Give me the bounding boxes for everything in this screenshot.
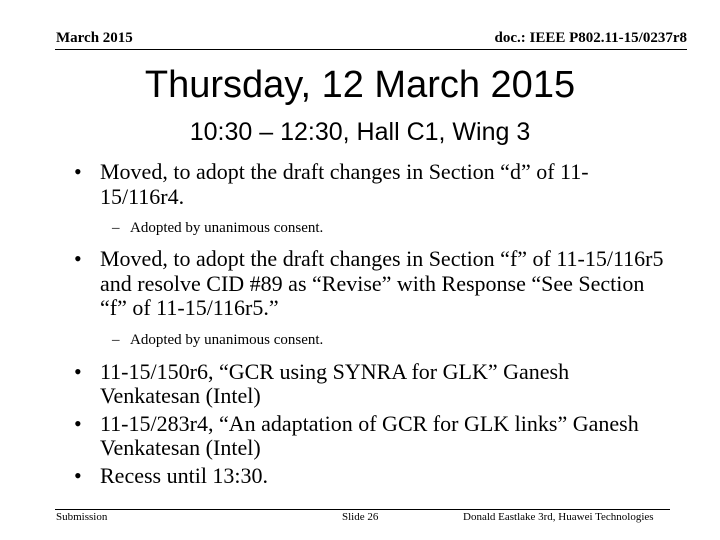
bullet-text: Recess until 13:30. — [100, 462, 269, 488]
footer-author: Donald Eastlake 3rd, Huawei Technologies — [463, 511, 654, 523]
sub-bullet-marker: – — [112, 220, 120, 236]
bullet-item — [0, 247, 720, 321]
bullet-text: 11-15/150r6, “GCR using SYNRA for GLK” Ganesh Venkatesan (Intel) — [100, 358, 570, 408]
sub-bullet-text: Adopted by unanimous consent. — [130, 331, 324, 348]
slide-title: Thursday, 12 March 2015 — [144, 64, 576, 106]
bullet-item — [0, 412, 720, 461]
bullet-text: 11-15/283r4, “An adaptation of GCR for GLK links” Ganesh Venkatesan (Intel) — [100, 410, 639, 460]
bullet-item — [0, 360, 720, 409]
sub-bullet-text: Adopted by unanimous consent. — [130, 220, 324, 236]
bullet-item — [0, 464, 720, 489]
bullet-text: Moved, to adopt the draft changes in Section “f” of 11-15/116r5 and resolve CID #89 as “Revise” with Response “See Section “f” of 11-15/116r5.” — [100, 246, 664, 320]
bullet-marker: • — [74, 159, 82, 184]
bullet-marker: • — [74, 462, 82, 488]
bullet-marker: • — [74, 358, 82, 384]
slide-subtitle: 10:30 – 12:30, Hall C1, Wing 3 — [189, 118, 531, 146]
header-doc-id: doc.: IEEE P802.11-15/0237r8 — [494, 30, 687, 46]
header-date: March 2015 — [56, 30, 133, 46]
sub-bullet-marker: – — [112, 331, 120, 348]
footer-slide-number: Slide 26 — [342, 511, 379, 523]
bullet-item — [0, 160, 720, 209]
bullet-marker: • — [74, 246, 82, 271]
header-rule — [55, 49, 687, 50]
bullet-text: Moved, to adopt the draft changes in Section “d” of 11-15/116r4. — [100, 159, 589, 209]
footer-submission: Submission — [56, 511, 108, 523]
sub-bullet-item — [0, 330, 720, 350]
slide-body — [0, 160, 720, 500]
bullet-marker: • — [74, 410, 82, 436]
sub-bullet-item — [0, 218, 720, 238]
